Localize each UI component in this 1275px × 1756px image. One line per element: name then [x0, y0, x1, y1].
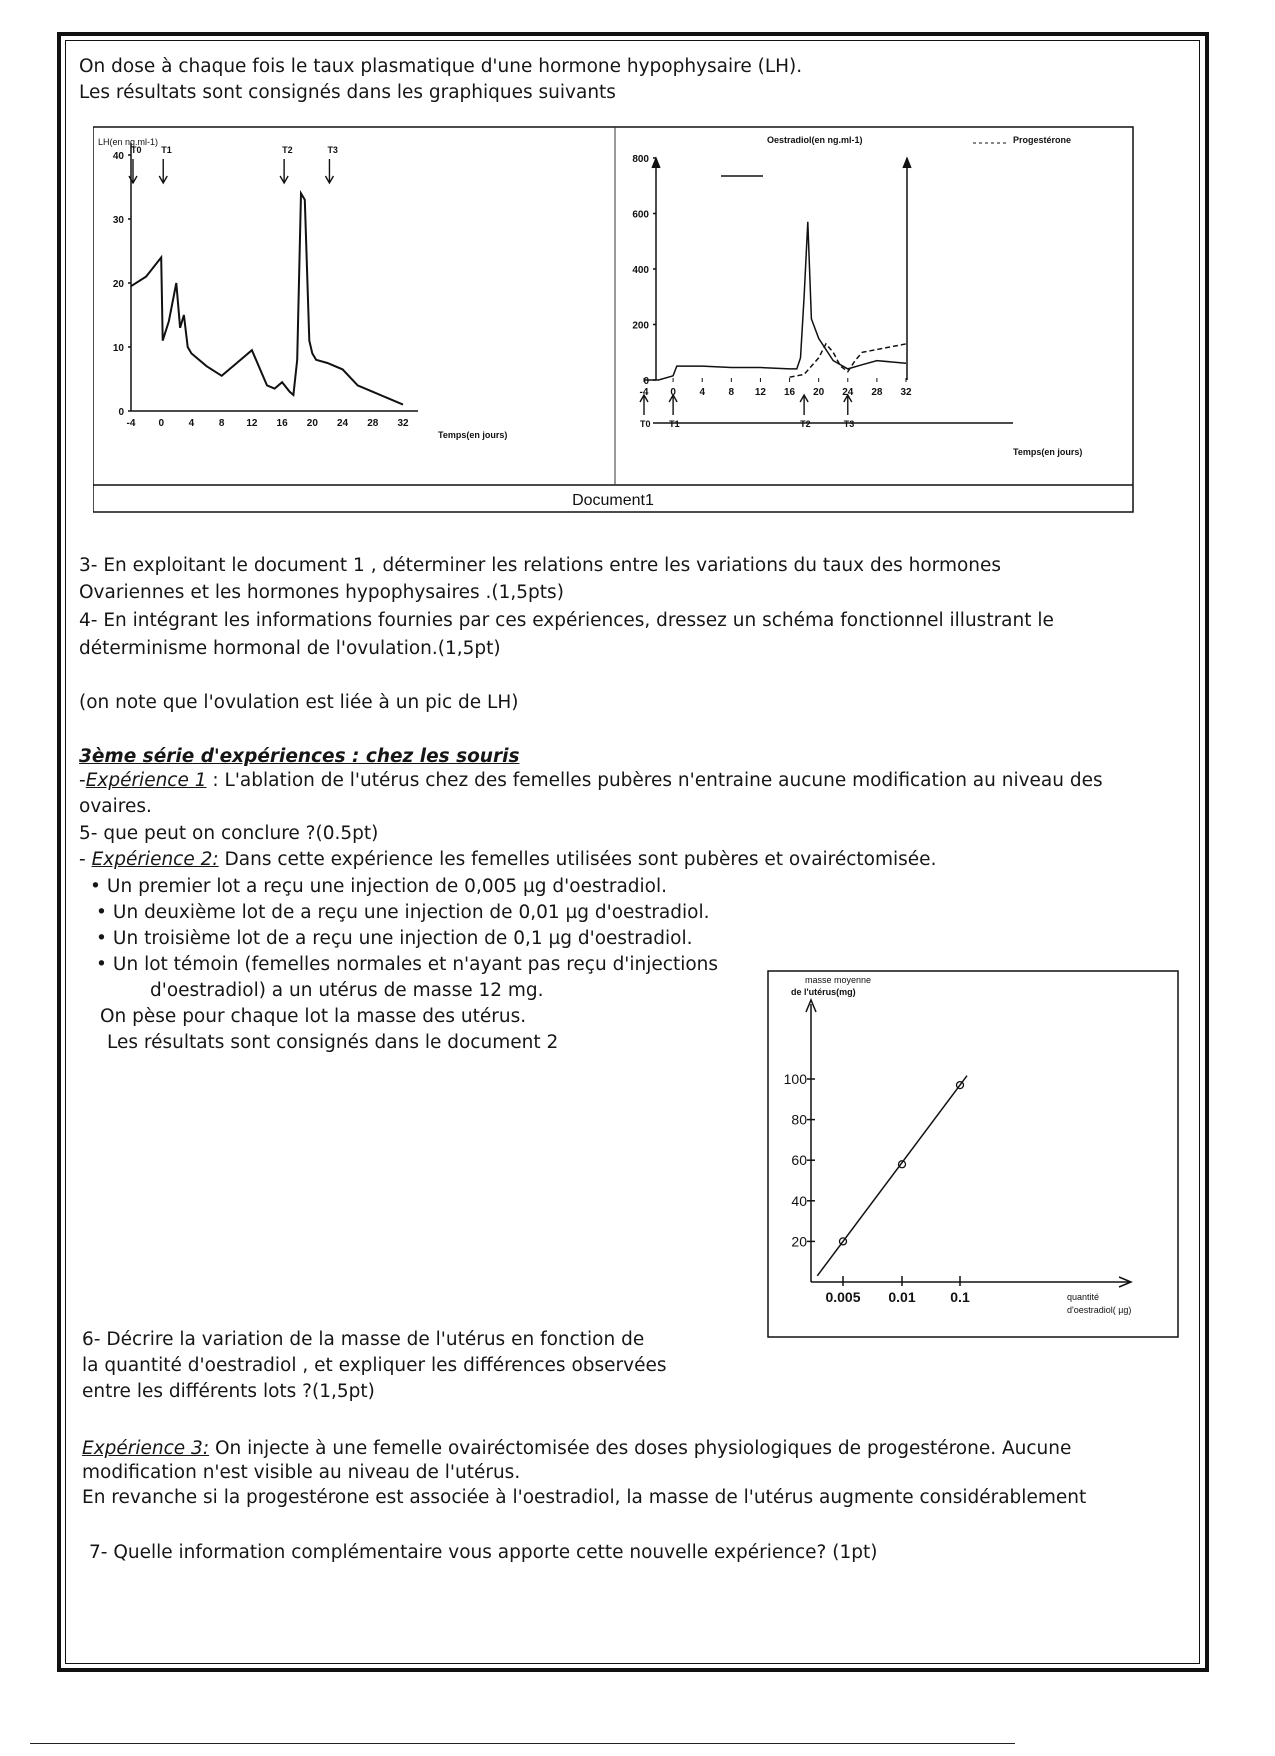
lh-y-tick-label: 0: [118, 407, 124, 418]
intro-line-1: On dose à chaque fois le taux plasmatique d'une hormone hypophysaire (LH).: [79, 56, 803, 77]
doc2-x-tick-label: 0.005: [825, 1289, 861, 1305]
hormone-x-tick-label: 8: [728, 387, 735, 398]
hormone-x-tick-label: 32: [900, 387, 912, 398]
hormone-ticks: [632, 154, 912, 398]
lh-x-tick-label: 20: [306, 418, 318, 429]
hormone-x-tick-label: 28: [871, 387, 883, 398]
results-text: Les résultats sont consignés dans le document 2: [107, 1032, 559, 1053]
question-4-line-2: déterminisme hormonal de l'ovulation.(1,5pt): [79, 638, 501, 659]
lh-x-tick-label: 32: [397, 418, 409, 429]
doc2-y-tick-label: 20: [791, 1233, 807, 1250]
series-3-heading: 3ème série d'expériences : chez les souris: [79, 746, 520, 767]
document1-figure: [93, 123, 1135, 515]
doc2-xlabel-line-2: d'oestradiol( µg): [1067, 1305, 1132, 1315]
hormone-x-tick-label: 0: [670, 387, 676, 398]
hormone-xlabel: Temps(en jours): [1013, 447, 1083, 457]
lh-x-tick-label: -4: [126, 418, 136, 429]
question-3-line-2: Ovariennes et les hormones hypophysaires .(1,5pts): [79, 582, 564, 603]
doc2-y-tick-label: 80: [791, 1111, 807, 1128]
experience-3-label: Expérience 3:: [82, 1438, 210, 1459]
hormone-x-tick-label: 4: [699, 387, 706, 398]
experience-1-label: Expérience 1: [85, 770, 207, 791]
hormone-y-tick-label: 400: [632, 265, 649, 276]
experience-3-text: On injecte à une femelle ovairéctomisée des doses physiologiques de progestérone. Aucune: [209, 1438, 1072, 1459]
lh-x-tick-label: 12: [246, 418, 258, 429]
hormone-y-tick-label: 0: [643, 376, 649, 387]
question-6-line-2: la quantité d'oestradiol , et expliquer les différences observées: [82, 1355, 667, 1376]
hormone-marker-label: T0: [640, 419, 651, 429]
lh-marker-label: T1: [161, 145, 172, 155]
question-5: 5- que peut on conclure ?(0.5pt): [79, 823, 379, 844]
experience-1-text: : L'ablation de l'utérus chez des femelles pubères n'entraine aucune modification au niveau des: [206, 770, 1103, 791]
lot-4-line-1: • Un lot témoin (femelles normales et n'ayant pas reçu d'injections: [96, 954, 718, 976]
doc2-ylabel-line-2: de l'utérus(mg): [791, 987, 856, 997]
experience-2-label: Expérience 2:: [91, 849, 219, 870]
lh-x-tick-label: 28: [367, 418, 379, 429]
lh-series-line: [131, 193, 403, 404]
doc2-y-tick-label: 60: [791, 1152, 807, 1169]
lh-x-tick-label: 0: [158, 418, 165, 429]
doc2-ylabel-line-1: masse moyenne: [805, 975, 872, 985]
lh-ylabel: LH(en ng.ml-1): [98, 137, 159, 147]
hormone-marker-label: T3: [843, 419, 855, 429]
question-4-line-1: 4- En intégrant les informations fournies par ces expériences, dressez un schéma fonctionnel illustrant le: [79, 610, 1054, 631]
progesterone-y-arrow: [903, 158, 911, 168]
progesterone-series-line: [790, 344, 906, 377]
doc2-fit-line: [817, 1076, 967, 1276]
lh-y-tick-label: 10: [112, 343, 124, 354]
lh-marker-label: T3: [327, 145, 338, 155]
hormone-markers: [640, 395, 854, 429]
lh-x-tick-label: 4: [188, 418, 195, 429]
experience-1-line-1: -Expérience 1 : L'ablation de l'utérus chez des femelles pubères n'entraine aucune modification au niveau des: [79, 770, 1103, 791]
doc2-x-tick-label: 0.01: [888, 1289, 916, 1305]
lh-x-tick-label: 16: [276, 418, 288, 429]
lot-3: • Un troisième lot de a reçu une injection de 0,1 µg d'oestradiol.: [96, 928, 692, 950]
experience-3-line-3: En revanche si la progestérone est associée à l'oestradiol, la masse de l'utérus augmente considérablement: [82, 1487, 1087, 1508]
question-6-line-3: entre les différents lots ?(1,5pt): [82, 1381, 375, 1402]
hormone-y-tick-label: 600: [632, 209, 649, 221]
lh-y-tick-label: 30: [112, 215, 124, 226]
progesterone-legend: Progestérone: [1013, 135, 1072, 145]
lh-marker-label: T2: [282, 145, 293, 155]
lh-xlabel: Temps(en jours): [438, 430, 508, 440]
lh-chart: [98, 137, 507, 440]
oestradiol-legend: Oestradiol(en ng.ml-1): [767, 135, 863, 145]
doc2-y-tick-label: 40: [791, 1192, 807, 1209]
lh-y-tick-label: 40: [112, 151, 124, 162]
doc2-y-tick-label: 100: [783, 1071, 807, 1087]
lh-x-tick-label: 8: [218, 418, 225, 429]
doc2-x-tick-label: 0.1: [950, 1289, 970, 1305]
document1-border: [93, 127, 1133, 512]
lot-1: • Un premier lot a reçu une injection de 0,005 µg d'oestradiol.: [90, 876, 667, 898]
experience-2-text: Dans cette expérience les femelles utilisées sont pubères et ovairéctomisée.: [218, 849, 937, 870]
hormone-x-tick-label: 16: [783, 387, 796, 398]
hormone-y-arrow: [652, 158, 660, 168]
bottom-rule: [30, 1743, 1015, 1744]
experience-2-line: - Expérience 2: Dans cette expérience les femelles utilisées sont pubères et ovairéctomisée.: [79, 849, 937, 870]
lh-markers: [129, 145, 338, 183]
experience-3-line-1: [82, 1438, 1071, 1460]
hormone-y-tick-label: 200: [632, 320, 649, 332]
experience-1-line-2: ovaires.: [79, 796, 152, 817]
hormone-marker-label: T2: [800, 419, 811, 429]
document1-caption: Document1: [572, 492, 654, 509]
experience-3-line-2: modification n'est visible au niveau de l'utérus.: [82, 1462, 521, 1483]
question-7: 7- Quelle information complémentaire vous apporte cette nouvelle expérience? (1pt): [89, 1542, 878, 1563]
hormone-x-tick-label: 12: [754, 387, 767, 398]
hormone-y-tick-label: 800: [632, 154, 649, 165]
question-6-line-1: 6- Décrire la variation de la masse de l'utérus en fonction de: [82, 1329, 645, 1350]
hormone-x-tick-label: 24: [842, 387, 854, 398]
oestradiol-series-line: [644, 222, 906, 380]
lot-2: • Un deuxième lot de a reçu une injection de 0,01 µg d'oestradiol.: [96, 902, 710, 924]
weigh-text: On pèse pour chaque lot la masse des utérus.: [100, 1006, 527, 1027]
lot-4-line-2: d'oestradiol) a un utérus de masse 12 mg.: [150, 980, 544, 1001]
question-3-line-1: 3- En exploitant le document 1 , déterminer les relations entre les variations du taux des hormones: [79, 555, 1002, 576]
hormone-marker-label: T1: [669, 419, 680, 429]
note-lh-peak: (on note que l'ovulation est liée à un pic de LH): [79, 692, 519, 713]
hormone-chart: [632, 135, 1082, 457]
hormone-x-tick-label: -4: [639, 387, 649, 398]
lh-y-tick-label: 20: [112, 279, 124, 290]
document2-figure: [767, 970, 1181, 1340]
intro-line-2: Les résultats sont consignés dans les graphiques suivants: [79, 82, 616, 103]
doc2-xlabel-line-1: quantité: [1067, 1292, 1100, 1302]
lh-marker-label: T0: [131, 145, 142, 155]
hormone-x-tick-label: 20: [813, 387, 825, 398]
lh-x-tick-label: 24: [336, 418, 349, 429]
